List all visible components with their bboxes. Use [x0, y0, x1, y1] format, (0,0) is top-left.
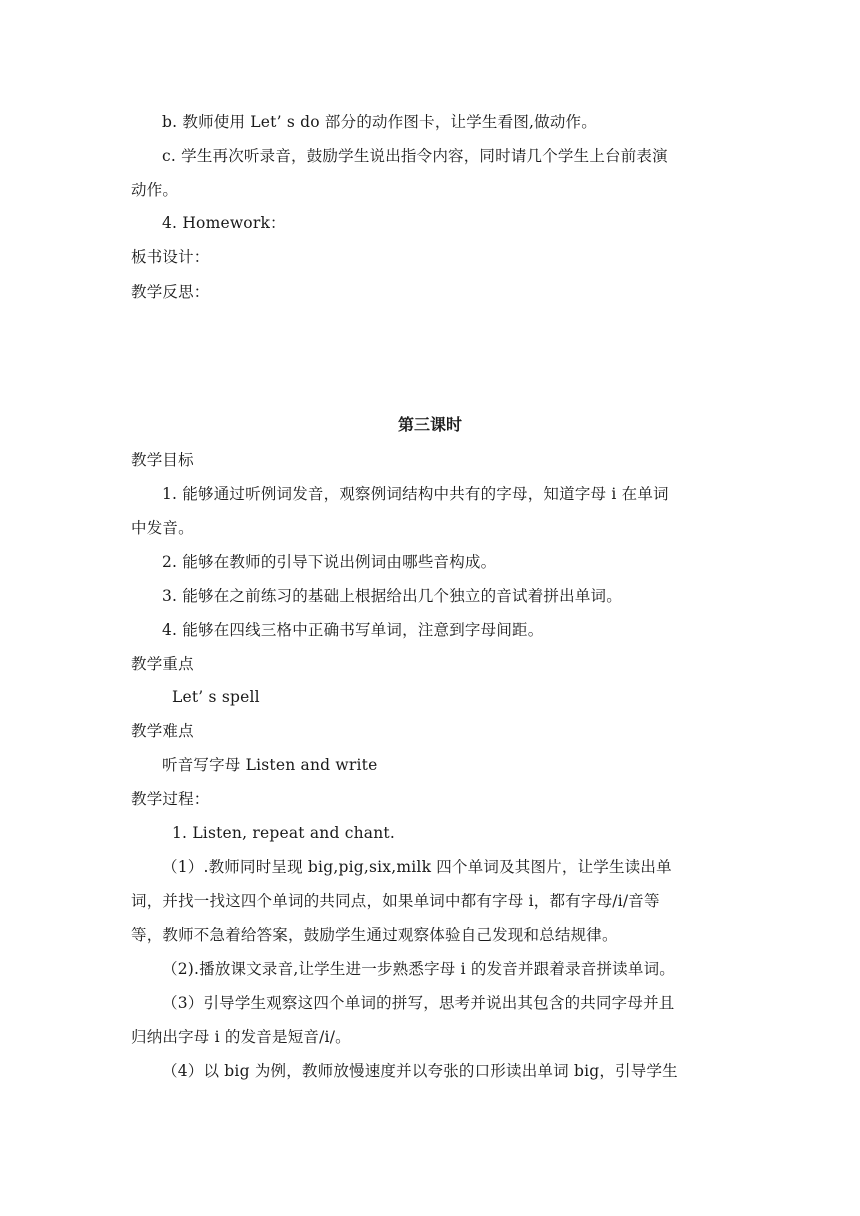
process-paragraph-3: （3）引导学生观察这四个单词的拼写，思考并说出其包含的共同字母并且	[162, 994, 675, 1012]
lesson-title: 第三课时	[397, 415, 462, 434]
objective-1: 1. 能够通过听例词发音，观察例词结构中共有的字母，知道字母 i 在单词	[162, 485, 669, 503]
process-paragraph-4: （4）以 big 为例，教师放慢速度并以夸张的口形读出单词 big，引导学生	[162, 1062, 678, 1080]
objective-2: 2. 能够在教师的引导下说出例词由哪些音构成。	[162, 553, 497, 571]
board-design-heading: 板书设计：	[131, 248, 210, 266]
objective-4: 4. 能够在四线三格中正确书写单词，注意到字母间距。	[162, 621, 544, 639]
objective-3: 3. 能够在之前练习的基础上根据给出几个独立的音试着拼出单词。	[162, 587, 622, 605]
objectives-heading: 教学目标	[131, 451, 194, 469]
paragraph-step-c-cont: 动作。	[131, 181, 179, 199]
process-paragraph-1: （1）.教师同时呈现 big,pig,six,milk 四个单词及其图片，让学生读出单	[162, 858, 672, 876]
process-paragraph-1-cont: 词，并找一找这四个单词的共同点，如果单词中都有字母 i，都有字母/i/音等	[131, 892, 660, 910]
key-points-heading: 教学重点	[131, 655, 194, 673]
process-step-1: 1. Listen, repeat and chant.	[172, 824, 395, 842]
reflection-heading: 教学反思：	[131, 283, 210, 301]
key-points-text: Let’ s spell	[172, 688, 260, 706]
difficulty-heading: 教学难点	[131, 722, 194, 740]
difficulty-text: 听音写字母 Listen and write	[162, 756, 378, 774]
process-paragraph-1-cont2: 等，教师不急着给答案，鼓励学生通过观察体验自己发现和总结规律。	[131, 926, 618, 944]
paragraph-step-c: c. 学生再次听录音，鼓励学生说出指令内容，同时请几个学生上台前表演	[162, 147, 668, 165]
process-paragraph-3-cont: 归纳出字母 i 的发音是短音/i/。	[131, 1028, 351, 1046]
objective-1-cont: 中发音。	[131, 519, 194, 537]
homework-line: 4. Homework：	[162, 214, 286, 232]
process-heading: 教学过程：	[131, 790, 210, 808]
paragraph-step-b: b. 教师使用 Let’ s do 部分的动作图卡，让学生看图,做动作。	[162, 113, 597, 131]
process-paragraph-2: （2).播放课文录音,让学生进一步熟悉字母 i 的发音并跟着录音拼读单词。	[162, 960, 675, 978]
